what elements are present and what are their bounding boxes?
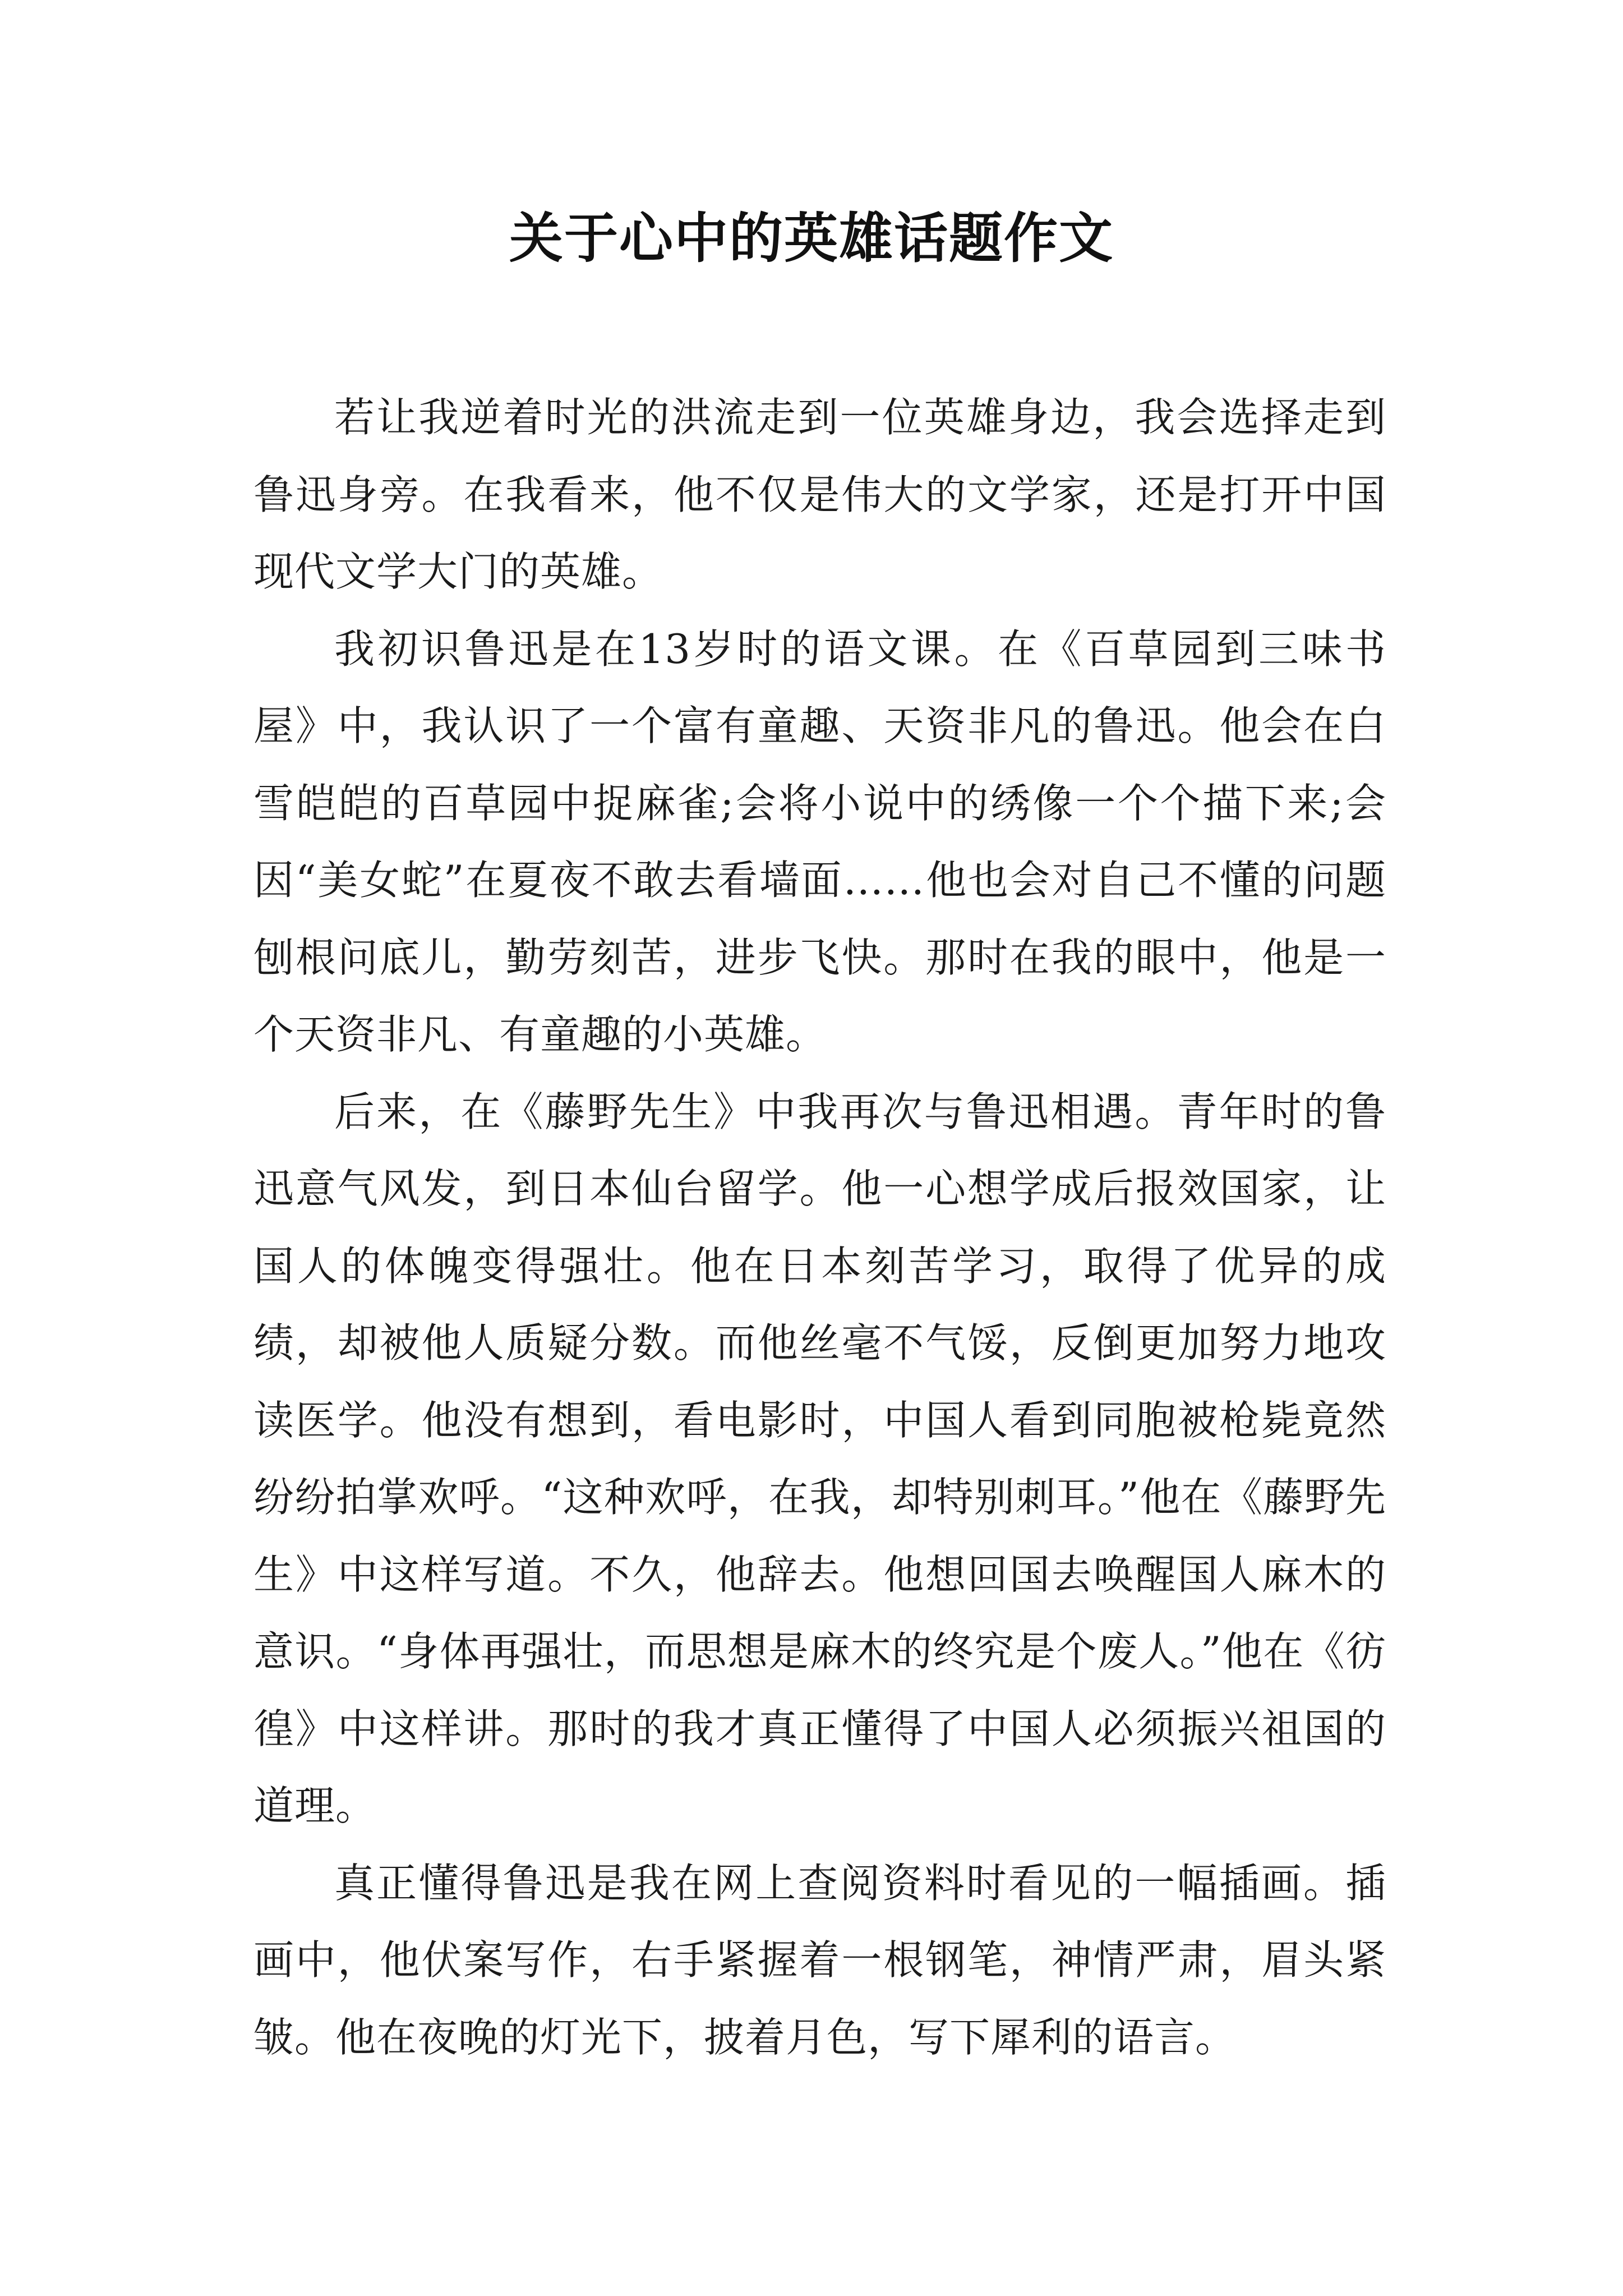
paragraph-3: 后来，在《藤野先生》中我再次与鲁迅相遇。青年时的鲁迅意气风发，到日本仙台留学。他一心想学成后报效国家，让国人的体魄变得强壮。他在日本刻苦学习，取得了优异的成绩，却被他人质疑分数。而他丝毫不气馁，反倒更加努力地攻读医学。他没有想到，看电影时，中国人看到同胞被枪毙竟然纷纷拍掌欢呼。“这种欢呼，在我，却特别刺耳。”他在《藤野先生》中这样写道。不久，他辞去。他想回国去唤醒国人麻木的意识。“身体再强壮，而思想是麻木的终究是个废人。”他在《彷徨》中这样讲。那时的我才真正懂得了中国人必须振兴祖国的道理。 [253,1088,1386,1829]
document-body [253,379,1386,2076]
paragraph-4: 真正懂得鲁迅是我在网上查阅资料时看见的一幅插画。插画中，他伏案写作，右手紧握着一根钢笔，神情严肃，眉头紧皱。他在夜晚的灯光下，披着月色，写下犀利的语言。 [253,1859,1386,2061]
paragraph-1: 若让我逆着时光的洪流走到一位英雄身边，我会选择走到鲁迅身旁。在我看来，他不仅是伟大的文学家，还是打开中国现代文学大门的英雄。 [253,394,1386,595]
paragraph-2: 我初识鲁迅是在13岁时的语文课。在《百草园到三味书屋》中，我认识了一个富有童趣、天资非凡的鲁迅。他会在白雪皑皑的百草园中捉麻雀;会将小说中的绣像一个个描下来;会因“美女蛇”在夏夜不敢去看墙面……他也会对自己不懂的问题刨根问底儿，勤劳刻苦，进步飞快。那时在我的眼中，他是一个天资非凡、有童趣的小英雄。 [253,625,1386,1058]
document-title: 关于心中的英雄话题作文 [509,207,1114,270]
